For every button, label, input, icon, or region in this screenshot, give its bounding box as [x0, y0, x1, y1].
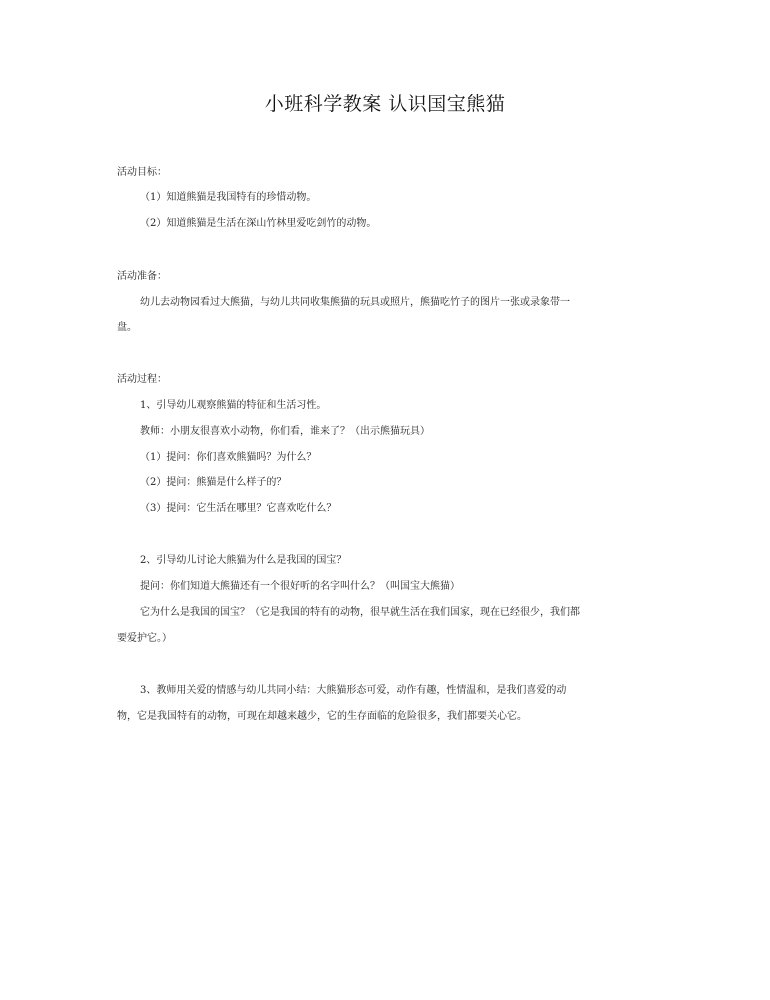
prep-heading: 活动准备：: [117, 271, 167, 282]
prep-line-2: 盘。: [117, 322, 137, 333]
page-title: 小班科学教案 认识国宝熊猫: [264, 93, 506, 115]
step1-question-2: （2）提问：熊猫是什么样子的？: [140, 477, 287, 488]
goal-item-2: （2）知道熊猫是生活在深山竹林里爱吃剑竹的动物。: [140, 218, 377, 229]
step3-line-1: 3、教师用关爱的情感与幼儿共同小结：大熊猫形态可爱，动作有趣，性情温和，是我们喜爱的动: [140, 685, 567, 696]
step2-line-2: 要爱护它。）: [117, 633, 172, 644]
step3-line-2: 物，它是我国特有的动物，可现在却越来越少，它的生存面临的危险很多，我们都要关心它。: [117, 711, 527, 722]
step2-line-1: 它为什么是我国的国宝？（它是我国的特有的动物，很早就生活在我们国家，现在已经很少，我们都: [140, 607, 580, 618]
step2-title: 2、引导幼儿讨论大熊猫为什么是我国的国宝？: [140, 555, 347, 566]
prep-line-1: 幼儿去动物园看过大熊猫，与幼儿共同收集熊猫的玩具或照片，熊猫吃竹子的图片一张或录象带一: [140, 297, 570, 308]
process-heading: 活动过程：: [117, 374, 167, 385]
step1-title: 1、引导幼儿观察熊猫的特征和生活习性。: [140, 400, 327, 411]
goals-heading: 活动目标：: [117, 167, 167, 178]
step1-teacher-line: 教师：小朋友很喜欢小动物，你们看，谁来了？（出示熊猫玩具）: [140, 426, 430, 437]
step1-question-3: （3）提问：它生活在哪里？它喜欢吃什么？: [140, 503, 337, 514]
step2-question: 提问：你们知道大熊猫还有一个很好听的名字叫什么？（叫国宝大熊猫）: [140, 581, 460, 592]
step1-question-1: （1）提问：你们喜欢熊猫吗？为什么？: [140, 452, 317, 463]
goal-item-1: （1）知道熊猫是我国特有的珍惜动物。: [140, 192, 317, 203]
